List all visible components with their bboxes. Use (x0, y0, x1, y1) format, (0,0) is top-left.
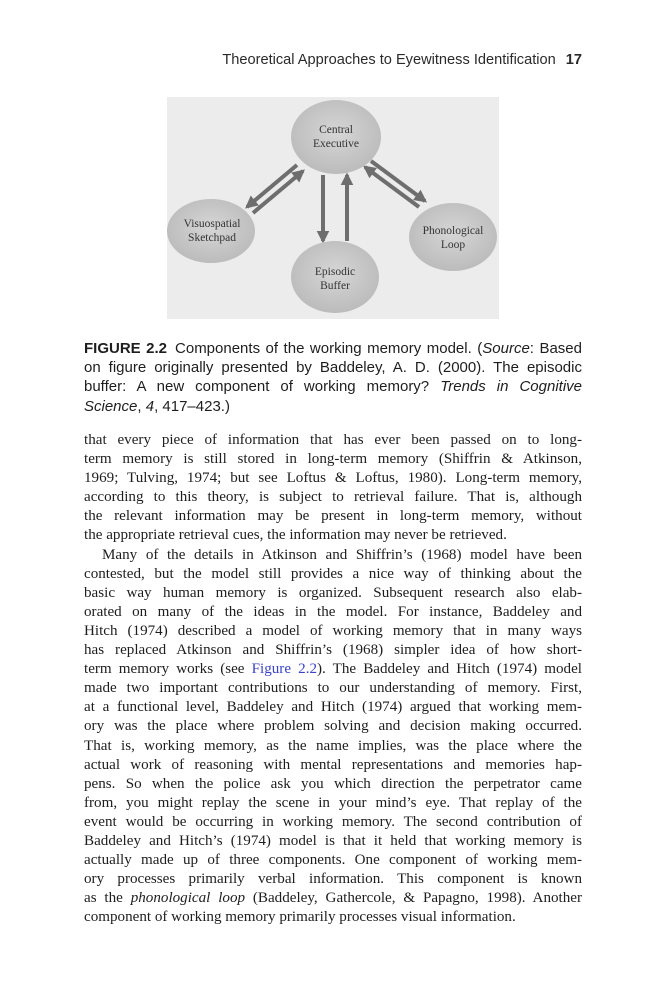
text-line: that every piece of information that has ever been passed on to long- (84, 432, 582, 448)
text-line: ory processes primarily verbal information. This component is known (84, 871, 582, 888)
label-visuospatial-sketchpad: Visuospatial Sketchpad (183, 218, 241, 244)
text-line: 1969; Tulving, 1974; but see Loftus & Loftus, 1980). Long-term memory, (84, 470, 582, 487)
arrow-ce-to-vs (247, 165, 297, 207)
text-line: ory was the place where problem solving and decision making occurred. (84, 718, 582, 735)
figure-label: FIGURE 2.2 (84, 340, 168, 357)
text-line: according to this theory, is subject to retrieval failure. That is, although (84, 489, 582, 506)
running-title: Theoretical Approaches to Eyewitness Identification (222, 52, 556, 68)
text-line: term memory is still stored in long-term memory (Shiffrin & Atkinson, (84, 451, 582, 468)
page-number: 17 (565, 52, 582, 68)
text-line: orated on many of the ideas in the model. For instance, Baddeley and (84, 603, 582, 620)
italic-term: phonological loop (130, 890, 246, 907)
working-memory-diagram (167, 97, 499, 319)
text-line: term memory works (see Figure 2.2). The Baddeley and Hitch (1974) model (84, 661, 582, 678)
running-head (84, 52, 582, 68)
source-word: Source (482, 340, 530, 357)
text-line: as the phonological loop (Baddeley, Gathercole, & Papagno, 1998). Another (84, 890, 583, 907)
text-line: at a functional level, Baddeley and Hitch (1974) argued that working mem- (84, 699, 582, 716)
arrow-pl-to-ce (365, 167, 419, 207)
figure-2-2-link[interactable]: Figure 2.2 (251, 661, 318, 678)
text-line: Many of the details in Atkinson and Shiffrin’s (1968) model have been (102, 546, 582, 563)
text-line: the relevant information may be present in long-term memory, without (84, 508, 582, 525)
label-central-executive: Central Executive (313, 124, 359, 150)
text-line: Hitch (1974) described a model of working memory that in many ways (84, 622, 582, 639)
text-line: contested, but the model still provides a nice way of thinking about the (84, 565, 582, 582)
label-episodic-buffer: Episodic Buffer (314, 266, 356, 292)
text-line: actual work of reasoning with mental representations and memories hap- (84, 756, 582, 773)
figure-caption: FIGURE 2.2 Components of the working memory model. (Source: Based on figure originally presented by Baddeley, A. D. (2000). The episodic buffer: A new component of working memory? Trends in Cognitive Science, 4, 417–423.) (84, 340, 583, 415)
text-line: basic way human memory is organized. Subsequent research also elab- (84, 584, 582, 601)
text-line: component of working memory primarily processes visual information. (84, 909, 516, 926)
text-line: pens. So when the police ask you which direction the perpetrator came (84, 775, 582, 792)
text-line: actually made up of three components. One component of working mem- (84, 852, 582, 869)
arrow-vs-to-ce (253, 171, 303, 213)
journal-title: Trends in Cognitive Science (84, 378, 583, 415)
text-line: has replaced Atkinson and Shiffrin’s (1968) simpler idea of how short- (84, 642, 582, 659)
text-line: the appropriate retrieval cues, the information may never be retrieved. (84, 527, 507, 544)
arrow-ce-to-pl (371, 161, 425, 201)
text-line: made two important contributions to our understanding of memory. First, (84, 680, 582, 697)
text-line: from, you might replay the scene in your mind’s eye. That replay of the (84, 794, 582, 811)
label-phonological-loop: Phonological Loop (422, 225, 484, 251)
volume: 4 (145, 397, 155, 415)
text-line: event would be occurring in working memory. The second contribution of (84, 813, 582, 830)
text-line: Baddeley and Hitch’s (1974) model is that it held that working memory is (84, 832, 582, 849)
body-text (84, 431, 582, 927)
text-line: That is, working memory, as the name implies, was the place where the (84, 737, 582, 754)
